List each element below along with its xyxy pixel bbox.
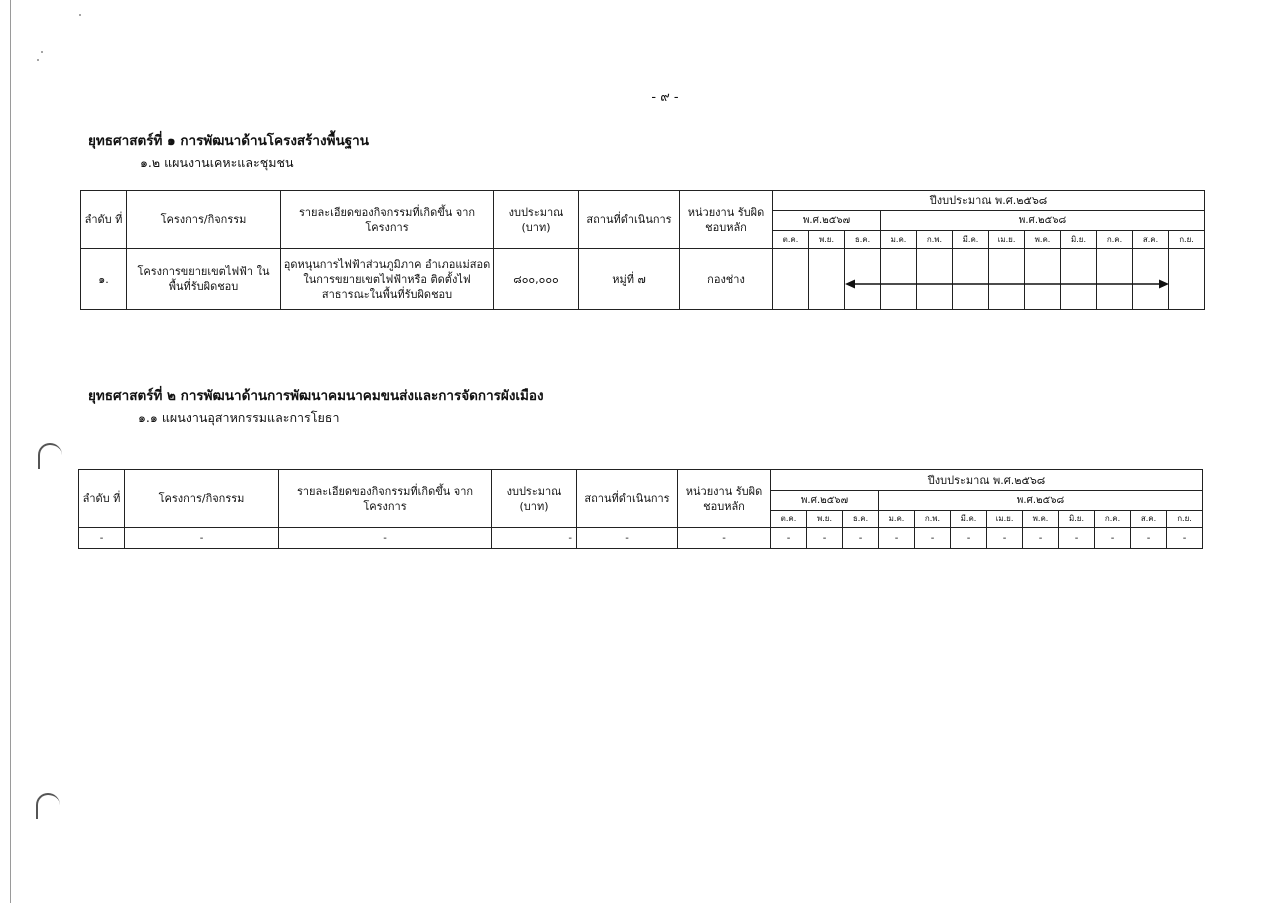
header-agency: หน่วยงาน รับผิดชอบหลัก [680, 191, 773, 249]
month-header: เม.ย. [987, 511, 1023, 528]
empty-cell: - [577, 528, 678, 549]
month-header: ม.ค. [881, 231, 917, 249]
punch-hole-mark [36, 793, 60, 819]
empty-cell: - [807, 528, 843, 549]
strategy-1-heading: ยุทธศาสตร์ที่ ๑ การพัฒนาด้านโครงสร้างพื้นฐาน [88, 133, 369, 149]
header-location: สถานที่ดำเนินการ [577, 470, 678, 528]
row-agency: กองช่าง [680, 249, 773, 310]
header-location: สถานที่ดำเนินการ [579, 191, 680, 249]
empty-cell: - [915, 528, 951, 549]
empty-cell: - [492, 528, 577, 549]
month-header: ก.ค. [1097, 231, 1133, 249]
month-header: พ.ค. [1023, 511, 1059, 528]
empty-cell: - [1023, 528, 1059, 549]
month-header: ธ.ค. [843, 511, 879, 528]
plan-1-1-heading: ๑.๑ แผนงานอุสาหกรรมและการโยธา [138, 410, 340, 425]
header-project: โครงการ/กิจกรรม [127, 191, 281, 249]
row-detail: อุดหนุนการไฟฟ้าส่วนภูมิภาค อำเภอแม่สอด ในการขยายเขตไฟฟ้าหรือ ติดตั้งไฟสาธารณะในพื้นที่รับผิดชอบ [281, 249, 494, 310]
month-header: มิ.ย. [1061, 231, 1097, 249]
row-project: โครงการขยายเขตไฟฟ้า ในพื้นที่รับผิดชอบ [127, 249, 281, 310]
header-detail: รายละเอียดของกิจกรรมที่เกิดขึ้น จากโครงการ [281, 191, 494, 249]
empty-cell: - [951, 528, 987, 549]
month-header: ต.ค. [771, 511, 807, 528]
empty-cell: - [1095, 528, 1131, 549]
plan-1-2-heading: ๑.๒ แผนงานเคหะและชุมชน [140, 155, 294, 170]
empty-cell: - [79, 528, 125, 549]
empty-cell: - [771, 528, 807, 549]
header-no: ลำดับ ที่ [79, 470, 125, 528]
row-budget: ๘๐๐,๐๐๐ [494, 249, 579, 310]
month-header: มิ.ย. [1059, 511, 1095, 528]
row-location: หมู่ที่ ๗ [579, 249, 680, 310]
double-arrow-icon [845, 277, 1169, 291]
month-header: มี.ค. [951, 511, 987, 528]
month-header: ก.พ. [917, 231, 953, 249]
month-cell [1169, 249, 1205, 310]
scan-speck [37, 59, 39, 61]
page-edge-line [10, 0, 11, 903]
punch-hole-mark [38, 443, 62, 469]
empty-cell: - [1131, 528, 1167, 549]
month-header: เม.ย. [989, 231, 1025, 249]
month-header: พ.ค. [1025, 231, 1061, 249]
header-fiscal-year: ปีงบประมาณ พ.ศ.๒๕๖๘ [773, 191, 1205, 211]
month-header: ธ.ค. [845, 231, 881, 249]
header-year-2567: พ.ศ.๒๕๖๗ [773, 211, 881, 231]
empty-cell: - [279, 528, 492, 549]
header-year-2568: พ.ศ.๒๕๖๘ [881, 211, 1205, 231]
month-header: ก.พ. [915, 511, 951, 528]
header-year-2567: พ.ศ.๒๕๖๗ [771, 491, 879, 511]
empty-cell: - [678, 528, 771, 549]
month-header: ก.ย. [1167, 511, 1203, 528]
header-budget: งบประมาณ (บาท) [492, 470, 577, 528]
plan-table-industry [78, 469, 1203, 549]
empty-cell: - [843, 528, 879, 549]
empty-cell: - [879, 528, 915, 549]
header-project: โครงการ/กิจกรรม [125, 470, 279, 528]
month-cell [809, 249, 845, 310]
header-year-2568: พ.ศ.๒๕๖๘ [879, 491, 1203, 511]
empty-cell: - [1167, 528, 1203, 549]
row-no: ๑. [81, 249, 127, 310]
header-no: ลำดับ ที่ [81, 191, 127, 249]
month-header: พ.ย. [807, 511, 843, 528]
month-header: ม.ค. [879, 511, 915, 528]
month-header: ก.ย. [1169, 231, 1205, 249]
empty-cell: - [987, 528, 1023, 549]
scan-speck [41, 51, 43, 53]
scan-speck [79, 14, 81, 16]
month-header: พ.ย. [809, 231, 845, 249]
header-agency: หน่วยงาน รับผิดชอบหลัก [678, 470, 771, 528]
month-header: มี.ค. [953, 231, 989, 249]
empty-cell: - [1059, 528, 1095, 549]
schedule-period-arrow [845, 276, 1169, 290]
header-fiscal-year: ปีงบประมาณ พ.ศ.๒๕๖๘ [771, 470, 1203, 491]
header-detail: รายละเอียดของกิจกรรมที่เกิดขึ้น จากโครงการ [279, 470, 492, 528]
plan-table-housing [80, 190, 1205, 310]
page-number: - ๙ - [651, 90, 679, 105]
empty-cell: - [125, 528, 279, 549]
month-header: ส.ค. [1133, 231, 1169, 249]
month-header: ส.ค. [1131, 511, 1167, 528]
month-cell [773, 249, 809, 310]
table-row [79, 528, 1203, 549]
header-budget: งบประมาณ (บาท) [494, 191, 579, 249]
month-header: ต.ค. [773, 231, 809, 249]
month-header: ก.ค. [1095, 511, 1131, 528]
strategy-2-heading: ยุทธศาสตร์ที่ ๒ การพัฒนาด้านการพัฒนาคมนาคมขนส่งและการจัดการผังเมือง [88, 388, 544, 404]
